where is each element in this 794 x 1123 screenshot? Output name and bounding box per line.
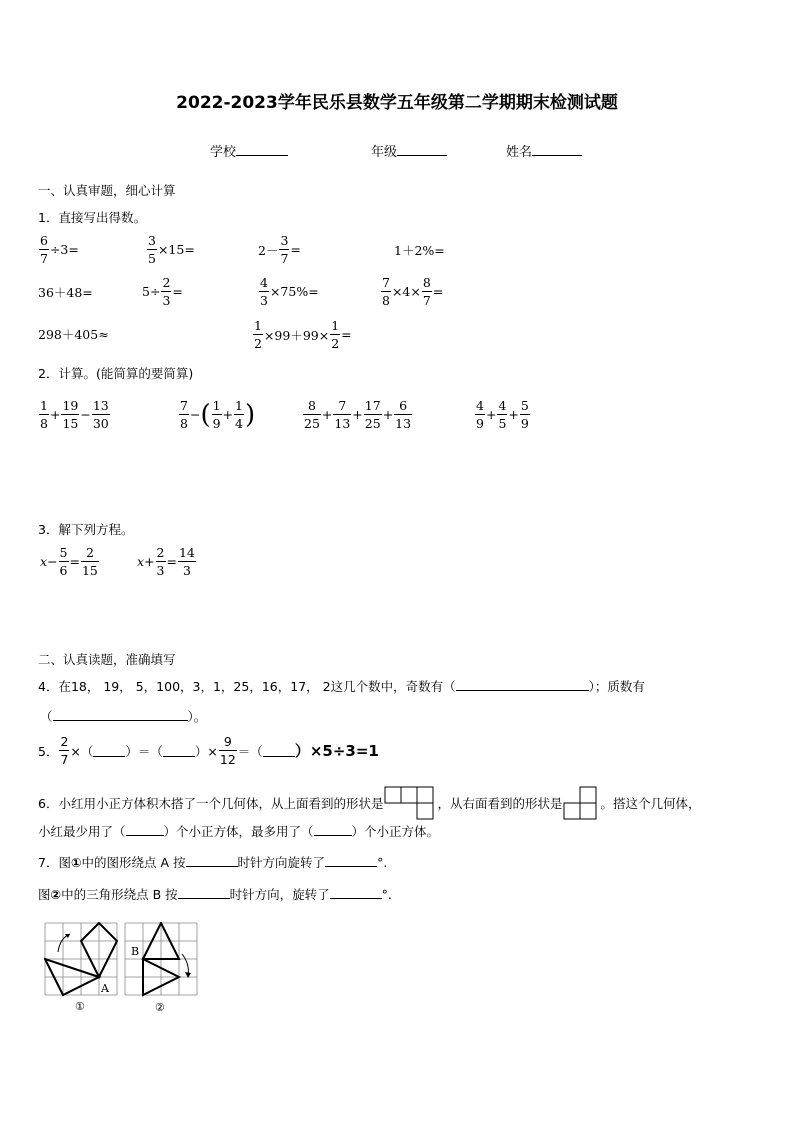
q7-angle-blank-2[interactable] <box>330 886 382 899</box>
figure-1-grid <box>44 922 120 1014</box>
question-1-label: 1．直接写出得数。 <box>38 210 146 225</box>
figure-1-ref: ① <box>70 855 82 870</box>
figure-2-ref: ② <box>50 887 62 902</box>
school-field[interactable] <box>210 141 288 160</box>
figure-2-caption: ② <box>155 1001 165 1014</box>
figure-1-caption: ① <box>75 1000 85 1013</box>
grade-label: 年级 <box>371 145 398 160</box>
top-view-shape <box>384 786 436 820</box>
q6-min-blank[interactable] <box>126 823 164 836</box>
q1-item-b2: 5÷ $\frac{2}{3}$ = <box>142 275 183 308</box>
q1-item-b4: $\frac{7}{8}$ ×4× $\frac{8}{7}$ = <box>382 275 444 308</box>
point-a-label: A <box>101 982 109 995</box>
q5-blank-1[interactable] <box>93 744 125 757</box>
question-7-line-2: 图②中的三角形绕点 B 按 时针方向，旋转了 °. <box>38 887 392 902</box>
q1-item-a1: $\frac{6}{7}$ ÷3= <box>40 233 79 266</box>
question-6-line-1: 6．小红用小正方体积木搭了一个几何体，从上面看到的形状是 ，从右面看到的形状是 。搭这个几何体， <box>38 786 701 820</box>
q5-blank-2[interactable] <box>163 744 195 757</box>
name-label: 姓名 <box>506 145 533 160</box>
section-2-heading: 二、认真读题，准确填写 <box>38 652 176 667</box>
q1-item-c2: $\frac{1}{2}$ ×99＋99× $\frac{1}{2}$ = <box>254 318 352 351</box>
grade-field[interactable] <box>371 141 447 160</box>
q5-blank-3[interactable] <box>263 744 295 757</box>
school-label: 学校 <box>210 145 237 160</box>
q1-item-b3: $\frac{4}{3}$ ×75%= <box>260 275 319 308</box>
q3-equation-2: x + $\frac{2}{3}$ = $\frac{14}{3}$ <box>137 545 195 578</box>
q7-direction-blank-1[interactable] <box>186 854 238 867</box>
q7-direction-blank-2[interactable] <box>178 886 230 899</box>
q1-item-b1: 36＋48= <box>38 285 93 300</box>
q2-expr-3: 8 25 + $\frac{7}{13}$ + $\frac{17}{25}$ + $\frac{6}{13}$ <box>304 398 412 431</box>
question-4-line-1: 4．在18， 19， 5，100，3，1，25，16，17， 2这几个数中，奇数有（ ）；质数有 <box>38 679 645 694</box>
q1-item-a3: 2－ $\frac{3}{7}$ = <box>258 233 301 266</box>
q2-expr-1: 1 8 + $\frac{19}{15}$ − $\frac{13}{30}$ <box>40 398 109 431</box>
page-title: 2022-2023学年民乐县数学五年级第二学期期末检测试题 <box>176 93 618 113</box>
q4-odd-answer-blank[interactable] <box>456 678 589 691</box>
q4-prime-answer-blank[interactable] <box>53 708 188 721</box>
section-1-heading: 一、认真审题，细心计算 <box>38 183 176 198</box>
q7-angle-blank-1[interactable] <box>325 854 377 867</box>
name-field[interactable] <box>506 141 582 160</box>
q1-item-a2: $\frac{3}{5}$ ×15= <box>148 233 195 266</box>
q1-item-a4: 1＋2%= <box>394 243 445 258</box>
q3-equation-1: x − $\frac{5}{6}$ = $\frac{2}{15}$ <box>40 545 98 578</box>
question-3-label: 3．解下列方程。 <box>38 522 134 537</box>
figure-2-grid <box>124 922 200 1014</box>
question-6-line-2: 小红最少用了（ ）个小正方体，最多用了（ ）个小正方体。 <box>38 824 440 839</box>
question-4-line-2: （ ）。 <box>40 709 207 724</box>
q2-expr-4: 4 9 + $\frac{4}{5}$ + $\frac{5}{9}$ <box>476 398 529 431</box>
question-2-label: 2．计算。(能简算的要简算) <box>38 366 194 381</box>
right-view-shape <box>563 786 599 820</box>
point-b-label: B <box>131 945 140 958</box>
q6-max-blank[interactable] <box>314 823 352 836</box>
q2-expr-2: 7 8 − ( 1 9 + $\frac{1}{4}$ ) <box>180 398 256 431</box>
question-7-line-1: 7．图①中的图形绕点 A 按 时针方向旋转了 °. <box>38 855 388 870</box>
question-5: 5． $\frac{2}{7}$ ×（ ）＝（ ）× $\frac{9}{12}$ ＝（ ）×5÷3=1 <box>38 734 379 767</box>
q1-item-c1: 298＋405≈ <box>38 327 109 342</box>
